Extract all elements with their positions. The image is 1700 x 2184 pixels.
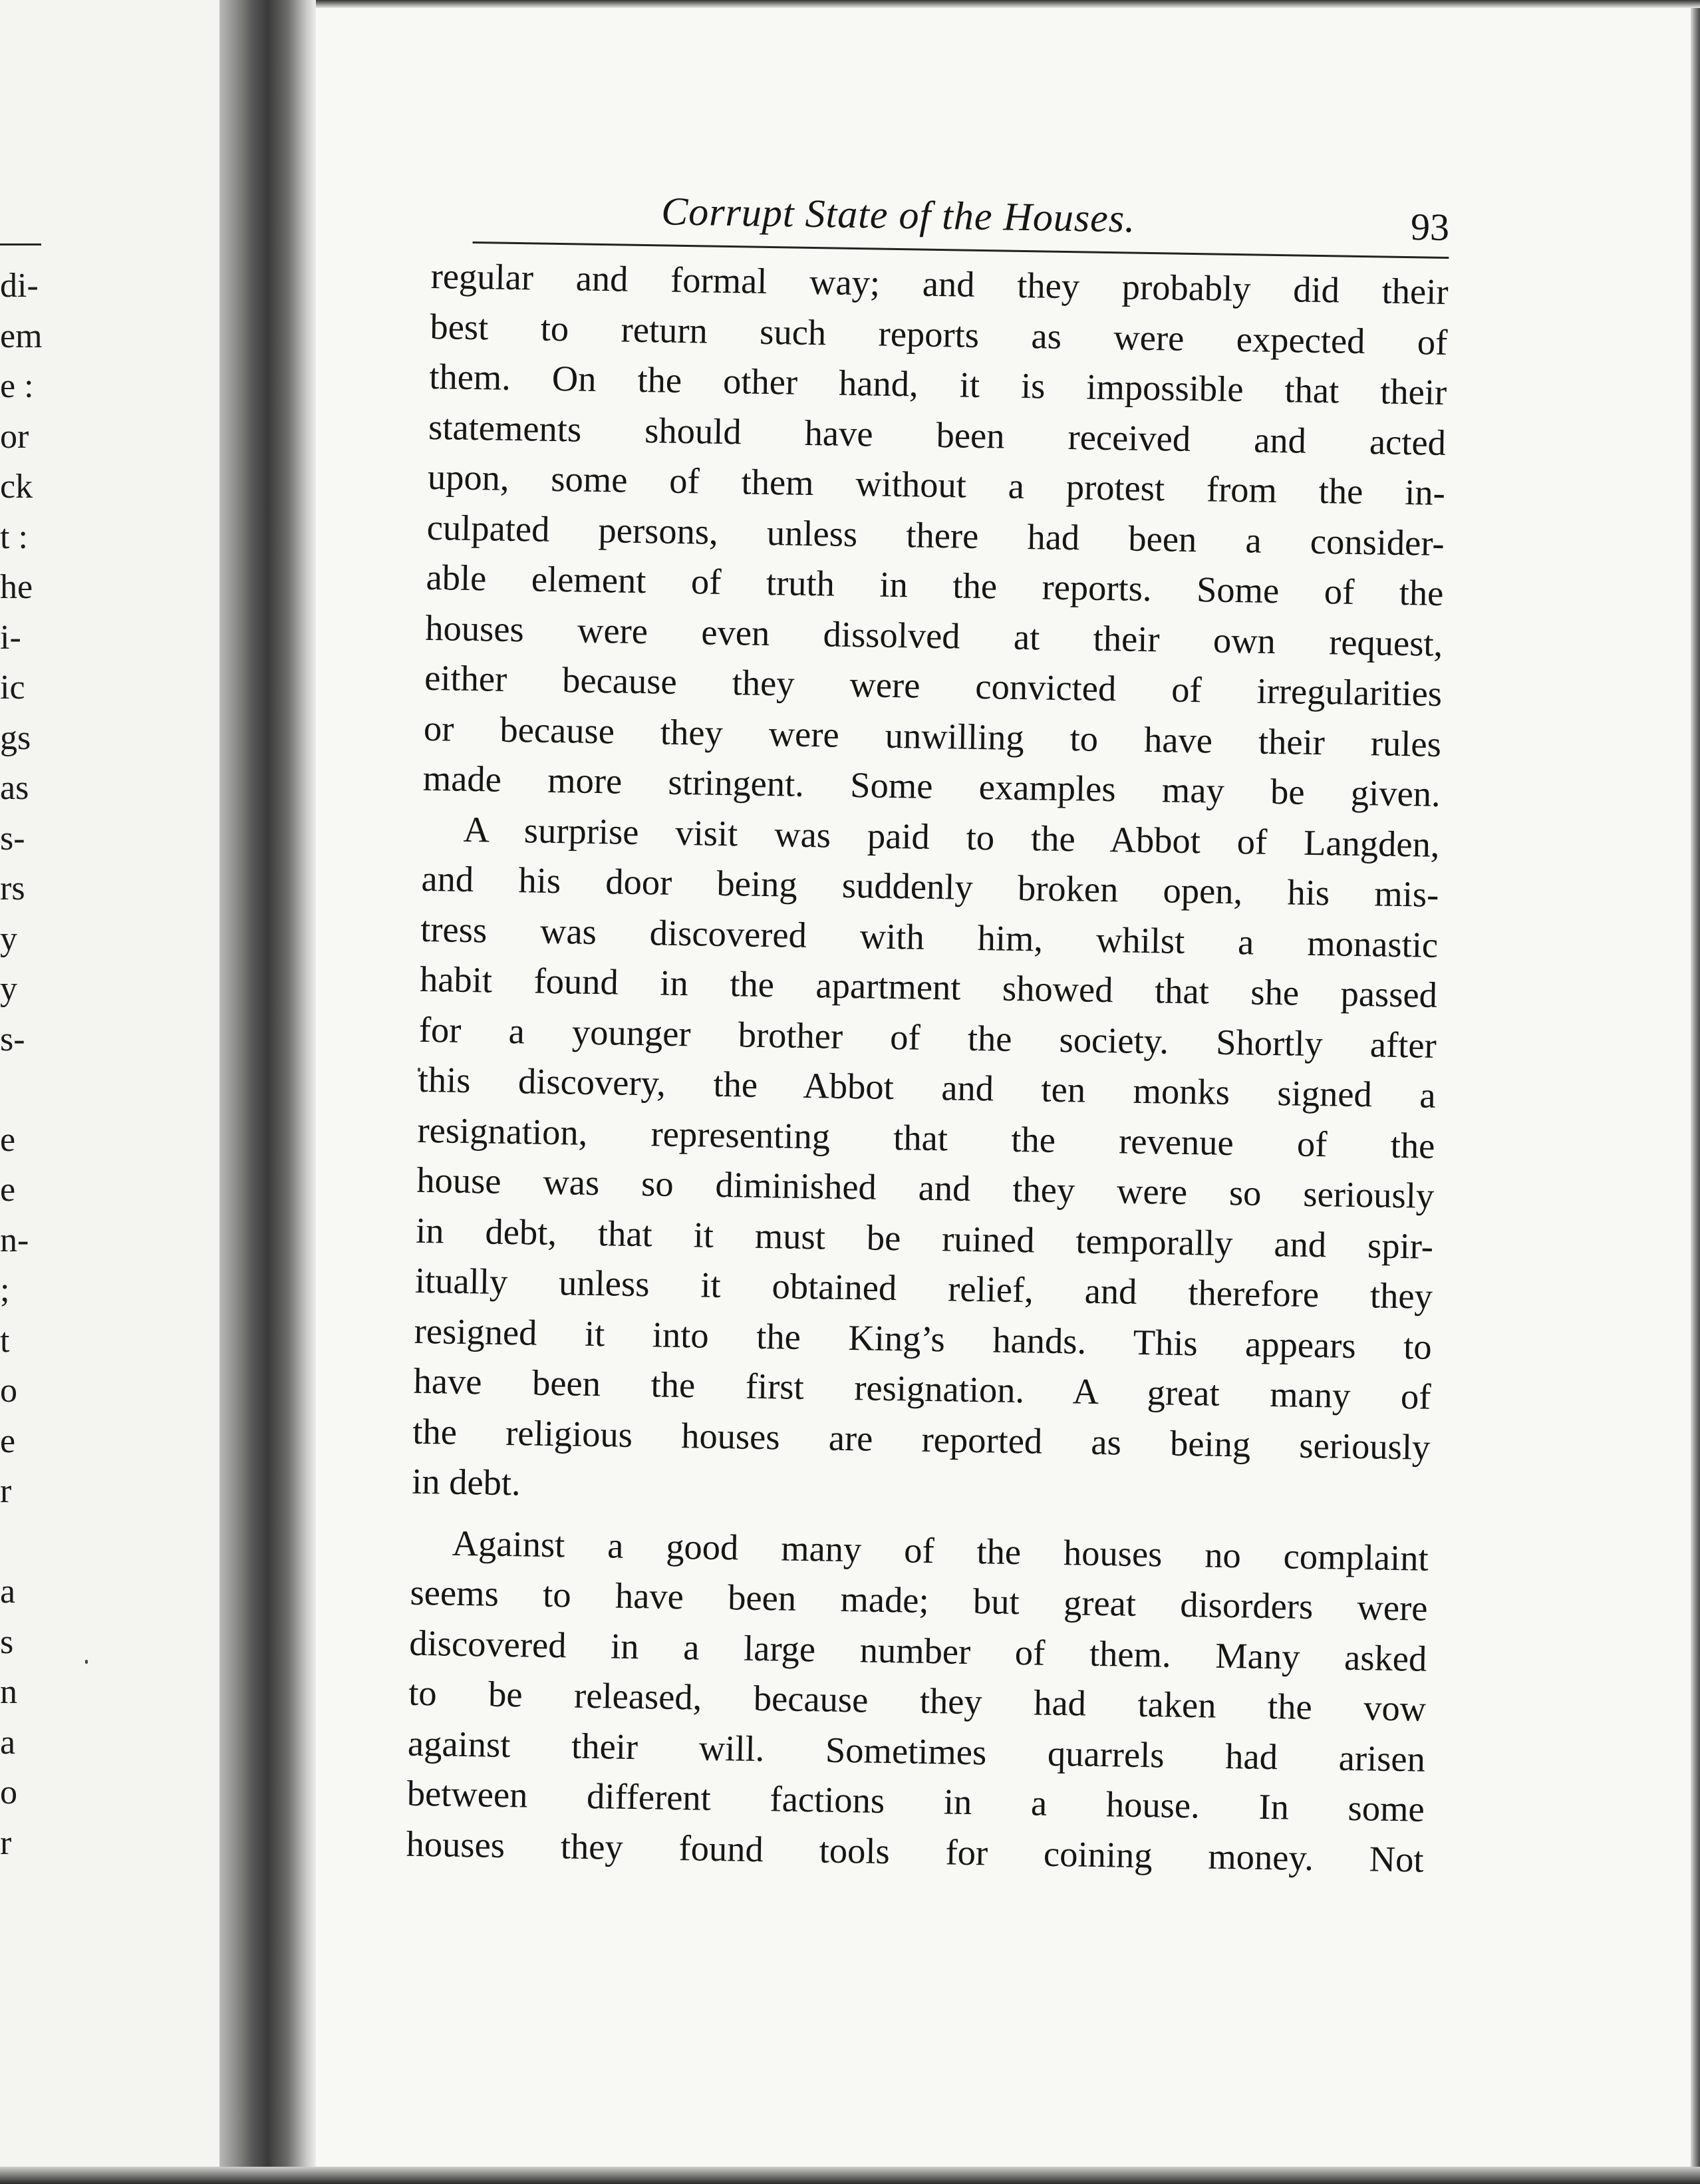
text-line: best to return such reports as were expected of: [430, 305, 1448, 363]
text-line: statements should have been received and acted: [428, 406, 1447, 463]
left-fragment: e: [0, 1171, 16, 1209]
left-fragment: gs: [0, 718, 31, 757]
left-fragment: em: [0, 317, 43, 355]
left-fragment: r: [0, 1823, 12, 1862]
left-fragment: e: [0, 1422, 16, 1460]
text-line: able element of truth in the reports. Some of the: [426, 556, 1444, 613]
left-fragment: ;: [0, 1271, 10, 1309]
left-fragment: y: [0, 970, 17, 1008]
text-line: for a younger brother of the society. Shortly after: [418, 1009, 1437, 1066]
text-line: either because they were convicted of irregularities: [424, 657, 1443, 714]
left-fragment: a: [0, 1573, 16, 1611]
left-fragment: s-: [0, 1020, 25, 1058]
text-line: the religious houses are reported as being seriously: [412, 1410, 1431, 1468]
text-line: house was so diminished and they were so seriously: [416, 1159, 1435, 1216]
text-line: regular and formal way; and they probably did their: [430, 255, 1449, 313]
top-edge-shadow: [316, 0, 1700, 8]
bottom-edge-shadow: [0, 2167, 1700, 2184]
text-line: to be released, because they had taken the vow: [408, 1672, 1427, 1729]
left-fragment: as: [0, 769, 29, 807]
left-fragment: ic: [0, 669, 25, 706]
text-line: houses they found tools for coining money. Not: [406, 1823, 1425, 1880]
text-line: culpated persons, unless there had been a consider-: [426, 506, 1445, 563]
left-fragment: a: [0, 1723, 16, 1762]
left-page-header-rule: [0, 243, 41, 245]
left-fragment: t: [0, 1321, 10, 1360]
left-fragment: y: [0, 919, 17, 958]
text-line: tress was discovered with him, whilst a monastic: [420, 908, 1439, 965]
left-fragment: ck: [0, 468, 33, 506]
text-line: in debt.: [411, 1460, 521, 1503]
left-fragment: s-: [0, 819, 25, 858]
text-line: against their will. Sometimes quarrels had arisen: [407, 1722, 1426, 1780]
text-line: itually unless it obtained relief, and therefore they: [414, 1259, 1433, 1317]
text-line: between different factions in a house. In some: [406, 1772, 1425, 1829]
text-line: have been the first resignation. A great many of: [413, 1360, 1431, 1417]
left-fragment: [0, 1064, 67, 1115]
text-line: and his door being suddenly broken open, his mis-: [421, 858, 1439, 915]
text-line: houses were even dissolved at their own request,: [424, 607, 1443, 664]
left-fragment: t :: [0, 518, 28, 556]
text-line: habit found in the apartment showed that she passed: [419, 958, 1438, 1015]
left-page-edge: [0, 0, 219, 2184]
text-line: A surprise visit was paid to the Abbot of Langden,: [463, 808, 1440, 865]
left-fragment: r: [0, 1472, 12, 1510]
left-fragment: or: [0, 417, 29, 456]
right-page-edge-shadow: [1691, 0, 1700, 2184]
left-fragment: di-: [0, 267, 39, 305]
text-line: made more stringent. Some examples may be given.: [422, 757, 1441, 814]
text-line: this discovery, the Abbot and ten monks signed a: [418, 1058, 1437, 1116]
page-text-block: [406, 180, 1450, 1885]
left-fragment: s: [0, 1623, 14, 1661]
left-fragment: e: [0, 1120, 16, 1159]
paragraph-3: [406, 1517, 1429, 1884]
left-fragment: rs: [0, 869, 25, 907]
paragraph-1: [422, 251, 1449, 819]
page-number: 93: [1410, 205, 1450, 249]
left-fragment: o: [0, 1774, 17, 1811]
text-line: resignation, representing that the revenue of the: [417, 1109, 1435, 1166]
text-line: seems to have been made; but great disorders were: [410, 1571, 1428, 1629]
body-text: [406, 251, 1449, 1885]
running-title: Corrupt State of the Houses.: [660, 189, 1136, 241]
ink-speck: [85, 1660, 88, 1664]
left-fragment: n-: [0, 1221, 29, 1259]
text-line: resigned it into the King’s hands. This appears to: [414, 1310, 1433, 1367]
left-fragment: i-: [0, 618, 21, 657]
text-line: upon, some of them without a protest from the in-: [427, 456, 1446, 513]
left-fragment: n: [0, 1673, 17, 1711]
left-fragment: he: [0, 568, 33, 606]
text-line: them. On the other hand, it is impossible that their: [428, 355, 1447, 412]
left-page-text-fragments: [0, 261, 67, 1868]
text-line: or because they were unwilling to have their rules: [423, 707, 1442, 764]
text-line: Against a good many of the houses no complaint: [452, 1522, 1429, 1579]
paragraph-2: [412, 803, 1440, 1522]
text-line: in debt, that it must be ruined temporally and spir-: [415, 1209, 1434, 1267]
left-fragment: o: [0, 1372, 17, 1410]
left-fragment: [0, 1517, 67, 1567]
left-fragment: e :: [0, 367, 34, 405]
book-gutter-shadow: [219, 0, 316, 2184]
text-line: discovered in a large number of them. Many asked: [408, 1622, 1427, 1679]
